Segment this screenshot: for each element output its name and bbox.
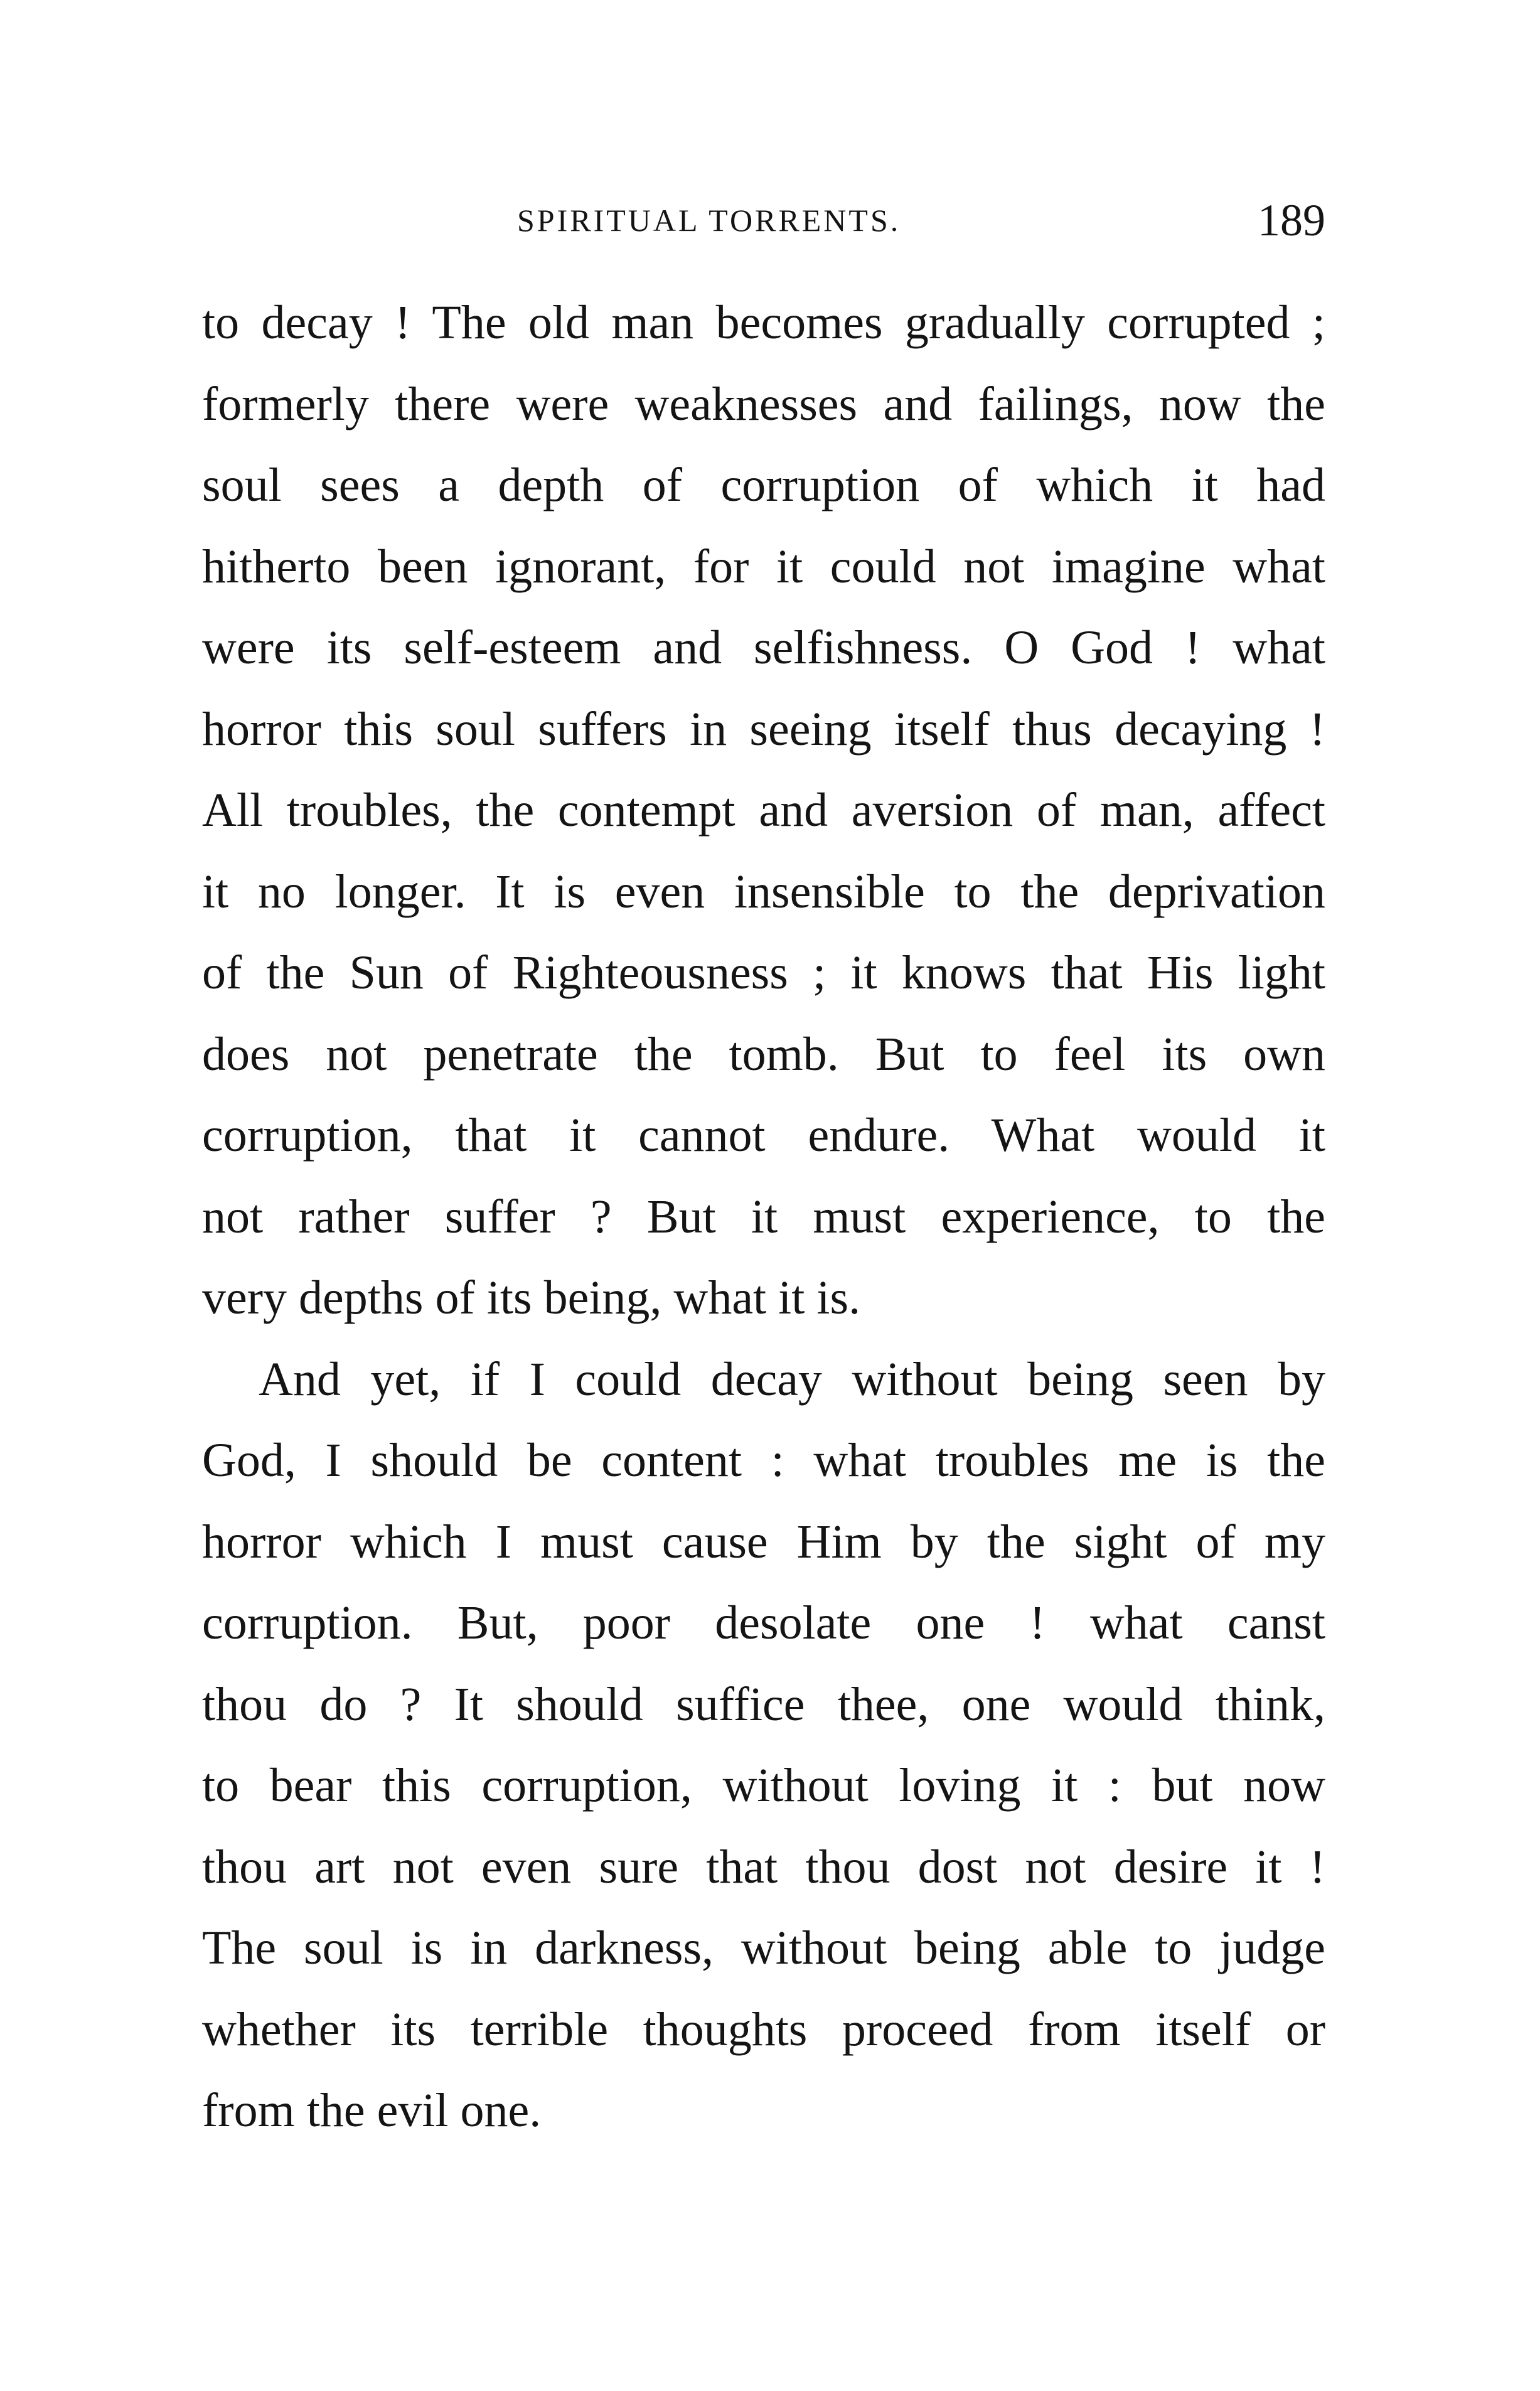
- text-line: And yet, if I could decay without being seen by: [259, 1352, 1325, 1406]
- running-head: SPIRITUAL TORRENTS.: [517, 203, 901, 238]
- text-line: to bear this corruption, without loving it : but now: [202, 1759, 1325, 1812]
- text-line: does not penetrate the tomb. But to feel its own: [202, 1027, 1325, 1081]
- text-line: God, I should be content : what troubles me is the: [202, 1434, 1325, 1487]
- text-line: to decay ! The old man becomes gradually corrupted ;: [202, 296, 1325, 349]
- text-line: corruption, that it cannot endure. What would it: [202, 1109, 1325, 1162]
- text-line: thou art not even sure that thou dost not desire it !: [202, 1840, 1325, 1893]
- text-line: corruption. But, poor desolate one ! what canst: [202, 1597, 1325, 1649]
- text-line: very depths of its being, what it is.: [202, 1271, 861, 1324]
- text-line: All troubles, the contempt and aversion of man, affect: [202, 784, 1325, 837]
- text-line: were its self-esteem and selfishness. O God ! what: [202, 621, 1325, 674]
- page-number: 189: [1258, 195, 1325, 245]
- text-line: from the evil one.: [202, 2084, 542, 2137]
- text-line: thou do ? It should suffice thee, one would think,: [202, 1677, 1325, 1731]
- body-text: [202, 282, 1325, 2152]
- text-line: hitherto been ignorant, for it could not imagine what: [202, 540, 1325, 593]
- page-header: [202, 195, 1325, 256]
- text-line: not rather suffer ? But it must experience, to the: [202, 1190, 1325, 1243]
- text-line: horror which I must cause Him by the sight of my: [202, 1515, 1325, 1568]
- text-line: The soul is in darkness, without being able to judge: [202, 1922, 1325, 1974]
- text-line: of the Sun of Righteousness ; it knows that His light: [202, 946, 1325, 999]
- text-line: it no longer. It is even insensible to the deprivation: [202, 865, 1325, 918]
- text-line: horror this soul suffers in seeing itself thus decaying !: [202, 702, 1325, 756]
- text-line: soul sees a depth of corruption of which it had: [202, 459, 1325, 511]
- text-line: whether its terrible thoughts proceed from itself or: [202, 2003, 1325, 2056]
- text-line: formerly there were weaknesses and failings, now the: [202, 377, 1325, 431]
